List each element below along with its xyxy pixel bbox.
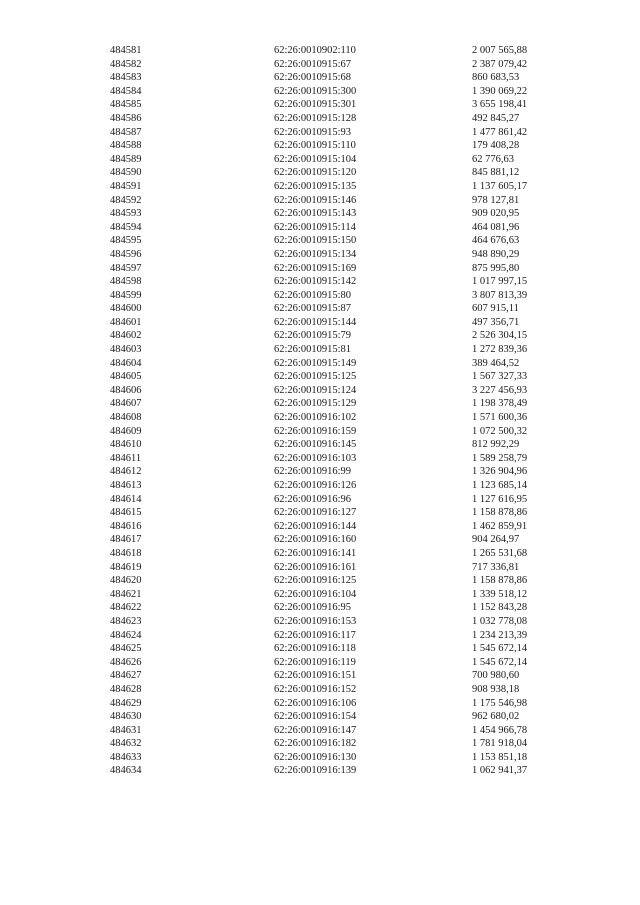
cadastral-number-cell: 62:26:0010916:161 (274, 561, 357, 573)
value-cell: 464 676,63 (472, 235, 520, 247)
cadastral-number-cell: 62:26:0010916:159 (274, 425, 357, 437)
row-number-cell: 484607 (110, 398, 142, 410)
value-cell: 1 462 859,91 (472, 520, 528, 532)
cadastral-number-cell: 62:26:0010902:110 (274, 45, 356, 56)
table-row (0, 221, 640, 235)
table-row (0, 126, 640, 140)
table-row (0, 194, 640, 208)
value-cell: 1 339 518,12 (472, 588, 528, 600)
table-row (0, 58, 640, 72)
value-cell: 2 007 565,88 (472, 45, 528, 56)
cadastral-number-cell: 62:26:0010916:153 (274, 615, 357, 627)
cadastral-number-cell: 62:26:0010915:129 (274, 398, 357, 410)
row-number-cell: 484599 (110, 289, 142, 301)
table-row (0, 166, 640, 180)
value-cell: 2 526 304,15 (472, 330, 528, 342)
row-number-cell: 484590 (110, 167, 142, 179)
table-row (0, 425, 640, 439)
cadastral-number-cell: 62:26:0010915:300 (274, 85, 357, 97)
value-cell: 1 158 878,86 (472, 575, 528, 587)
value-cell: 1 127 616,95 (472, 493, 528, 505)
cadastral-number-cell: 62:26:0010915:134 (274, 248, 357, 260)
value-cell: 1 589 258,79 (472, 452, 528, 464)
value-cell: 1 072 500,32 (472, 425, 528, 437)
cadastral-number-cell: 62:26:0010916:130 (274, 751, 357, 763)
row-number-cell: 484614 (110, 493, 142, 505)
cadastral-number-cell: 62:26:0010915:104 (274, 153, 357, 165)
table-row (0, 343, 640, 357)
value-cell: 860 683,53 (472, 72, 520, 84)
value-cell: 497 356,71 (472, 316, 520, 328)
cadastral-number-cell: 62:26:0010916:117 (274, 629, 356, 641)
cadastral-number-cell: 62:26:0010916:145 (274, 439, 357, 451)
value-cell: 1 198 378,49 (472, 398, 528, 410)
cadastral-number-cell: 62:26:0010915:125 (274, 371, 357, 383)
cadastral-number-cell: 62:26:0010915:149 (274, 357, 357, 369)
table-row (0, 139, 640, 153)
table-row (0, 710, 640, 724)
row-number-cell: 484612 (110, 466, 142, 478)
row-number-cell: 484608 (110, 412, 142, 424)
row-number-cell: 484623 (110, 615, 142, 627)
table-row (0, 561, 640, 575)
table-row (0, 452, 640, 466)
table-row (0, 262, 640, 276)
row-number-cell: 484581 (110, 45, 142, 56)
value-cell: 904 264,97 (472, 534, 520, 546)
cadastral-number-cell: 62:26:0010916:104 (274, 588, 357, 600)
cadastral-number-cell: 62:26:0010915:144 (274, 316, 357, 328)
cadastral-number-cell: 62:26:0010916:125 (274, 575, 357, 587)
value-cell: 3 655 198,41 (472, 99, 528, 111)
cadastral-number-cell: 62:26:0010916:126 (274, 480, 357, 491)
value-cell: 1 152 843,28 (472, 602, 528, 614)
cadastral-number-cell: 62:26:0010915:87 (274, 303, 352, 315)
table-row (0, 44, 640, 58)
table-row (0, 329, 640, 343)
table-row (0, 656, 640, 670)
row-number-cell: 484593 (110, 208, 142, 220)
row-number-cell: 484613 (110, 480, 142, 491)
cadastral-number-cell: 62:26:0010915:124 (274, 384, 357, 396)
cadastral-number-cell: 62:26:0010916:152 (274, 683, 357, 695)
row-number-cell: 484616 (110, 520, 142, 532)
value-cell: 962 680,02 (472, 711, 520, 723)
value-cell: 62 776,63 (472, 153, 514, 165)
value-cell: 1 265 531,68 (472, 547, 528, 559)
value-cell: 1 477 861,42 (472, 126, 528, 138)
cadastral-number-cell: 62:26:0010915:142 (274, 276, 357, 288)
row-number-cell: 484603 (110, 344, 142, 356)
table-row (0, 697, 640, 711)
value-cell: 3 807 813,39 (472, 289, 528, 301)
table-row (0, 493, 640, 507)
cadastral-number-cell: 62:26:0010915:120 (274, 167, 357, 179)
table-row (0, 629, 640, 643)
value-cell: 875 995,80 (472, 262, 520, 274)
row-number-cell: 484584 (110, 85, 142, 97)
cadastral-number-cell: 62:26:0010916:102 (274, 412, 357, 424)
row-number-cell: 484604 (110, 357, 142, 369)
value-cell: 464 081,96 (472, 221, 520, 233)
cadastral-number-cell: 62:26:0010916:141 (274, 547, 357, 559)
cadastral-number-cell: 62:26:0010915:150 (274, 235, 357, 247)
cadastral-number-cell: 62:26:0010915:67 (274, 58, 352, 70)
row-number-cell: 484617 (110, 534, 142, 546)
table-row (0, 669, 640, 683)
cadastral-number-cell: 62:26:0010915:114 (274, 221, 356, 233)
row-number-cell: 484606 (110, 384, 142, 396)
row-number-cell: 484602 (110, 330, 142, 342)
row-number-cell: 484630 (110, 711, 142, 723)
value-cell: 845 881,12 (472, 167, 520, 179)
cadastral-number-cell: 62:26:0010916:151 (274, 670, 357, 682)
value-cell: 812 992,29 (472, 439, 520, 451)
value-cell: 978 127,81 (472, 194, 520, 206)
table-row (0, 737, 640, 751)
value-cell: 179 408,28 (472, 140, 520, 152)
value-cell: 1 545 672,14 (472, 643, 528, 655)
table-row (0, 384, 640, 398)
table-row (0, 615, 640, 629)
row-number-cell: 484629 (110, 697, 142, 709)
row-number-cell: 484620 (110, 575, 142, 587)
row-number-cell: 484601 (110, 316, 142, 328)
row-number-cell: 484627 (110, 670, 142, 682)
row-number-cell: 484628 (110, 683, 142, 695)
value-cell: 1 137 605,17 (472, 180, 528, 192)
value-cell: 1 567 327,33 (472, 371, 528, 383)
value-cell: 1 062 941,37 (472, 765, 528, 777)
row-number-cell: 484619 (110, 561, 142, 573)
value-cell: 3 227 456,93 (472, 384, 528, 396)
cadastral-number-cell: 62:26:0010916:118 (274, 643, 356, 655)
row-number-cell: 484611 (110, 452, 142, 464)
table-row (0, 751, 640, 765)
row-number-cell: 484595 (110, 235, 142, 247)
table-row (0, 533, 640, 547)
cadastral-number-cell: 62:26:0010916:95 (274, 602, 352, 614)
value-cell: 492 845,27 (472, 112, 520, 124)
row-number-cell: 484587 (110, 126, 142, 138)
row-number-cell: 484634 (110, 765, 142, 777)
table-row (0, 642, 640, 656)
table-row (0, 357, 640, 371)
table-row (0, 438, 640, 452)
cadastral-number-cell: 62:26:0010915:93 (274, 126, 352, 138)
cadastral-number-cell: 62:26:0010915:79 (274, 330, 352, 342)
row-number-cell: 484605 (110, 371, 142, 383)
table-row (0, 506, 640, 520)
value-cell: 2 387 079,42 (472, 58, 528, 70)
row-number-cell: 484610 (110, 439, 142, 451)
cadastral-number-cell: 62:26:0010915:301 (274, 99, 357, 111)
row-number-cell: 484624 (110, 629, 142, 641)
table-row (0, 764, 640, 778)
table-row (0, 275, 640, 289)
value-cell: 1 123 685,14 (472, 480, 528, 491)
cadastral-number-cell: 62:26:0010916:103 (274, 452, 357, 464)
row-number-cell: 484596 (110, 248, 142, 260)
cadastral-number-cell: 62:26:0010916:147 (274, 724, 357, 736)
row-number-cell: 484594 (110, 221, 142, 233)
value-cell: 1 571 600,36 (472, 412, 528, 424)
cadastral-number-cell: 62:26:0010916:119 (274, 656, 356, 668)
cadastral-number-cell: 62:26:0010916:139 (274, 765, 357, 777)
value-cell: 389 464,52 (472, 357, 520, 369)
value-cell: 948 890,29 (472, 248, 520, 260)
row-number-cell: 484582 (110, 58, 142, 70)
table-row (0, 207, 640, 221)
table-row (0, 370, 640, 384)
table-row (0, 98, 640, 112)
table-row (0, 547, 640, 561)
table-row (0, 180, 640, 194)
value-cell: 1 032 778,08 (472, 615, 528, 627)
row-number-cell: 484592 (110, 194, 142, 206)
cadastral-number-cell: 62:26:0010915:169 (274, 262, 357, 274)
value-cell: 1 326 904,96 (472, 466, 528, 478)
value-cell: 1 272 839,36 (472, 344, 528, 356)
table-row (0, 234, 640, 248)
row-number-cell: 484589 (110, 153, 142, 165)
cadastral-number-cell: 62:26:0010916:144 (274, 520, 357, 532)
cadastral-number-cell: 62:26:0010915:146 (274, 194, 357, 206)
value-cell: 607 915,11 (472, 303, 519, 315)
table-row (0, 574, 640, 588)
row-number-cell: 484591 (110, 180, 142, 192)
cadastral-number-cell: 62:26:0010916:160 (274, 534, 357, 546)
cadastral-number-cell: 62:26:0010916:127 (274, 507, 357, 519)
row-number-cell: 484585 (110, 99, 142, 111)
value-cell: 1 153 851,18 (472, 751, 528, 763)
cadastral-number-cell: 62:26:0010916:99 (274, 466, 352, 478)
value-cell: 908 938,18 (472, 683, 520, 695)
table-row (0, 683, 640, 697)
row-number-cell: 484621 (110, 588, 142, 600)
cadastral-number-cell: 62:26:0010915:80 (274, 289, 352, 301)
row-number-cell: 484609 (110, 425, 142, 437)
row-number-cell: 484588 (110, 140, 142, 152)
row-number-cell: 484583 (110, 72, 142, 84)
cadastral-number-cell: 62:26:0010916:182 (274, 738, 357, 750)
row-number-cell: 484633 (110, 751, 142, 763)
value-cell: 1 158 878,86 (472, 507, 528, 519)
table-row (0, 411, 640, 425)
table-row (0, 520, 640, 534)
cadastral-number-cell: 62:26:0010916:96 (274, 493, 352, 505)
value-cell: 1 175 546,98 (472, 697, 528, 709)
cadastral-number-cell: 62:26:0010915:143 (274, 208, 357, 220)
row-number-cell: 484597 (110, 262, 142, 274)
cadastral-number-cell: 62:26:0010916:106 (274, 697, 357, 709)
table-row (0, 601, 640, 615)
value-cell: 1 545 672,14 (472, 656, 528, 668)
row-number-cell: 484598 (110, 276, 142, 288)
table-row (0, 153, 640, 167)
cadastral-number-cell: 62:26:0010915:81 (274, 344, 352, 356)
row-number-cell: 484615 (110, 507, 142, 519)
table-row (0, 588, 640, 602)
table-row (0, 302, 640, 316)
table-row (0, 479, 640, 493)
value-cell: 1 454 966,78 (472, 724, 528, 736)
cadastral-number-cell: 62:26:0010915:68 (274, 72, 352, 84)
table-row (0, 724, 640, 738)
value-cell: 1 234 213,39 (472, 629, 528, 641)
cadastral-number-cell: 62:26:0010915:110 (274, 140, 356, 152)
value-cell: 717 336,81 (472, 561, 520, 573)
value-cell: 1 390 069,22 (472, 85, 528, 97)
table-row (0, 397, 640, 411)
row-number-cell: 484631 (110, 724, 142, 736)
table-row (0, 289, 640, 303)
row-number-cell: 484600 (110, 303, 142, 315)
value-cell: 1 017 997,15 (472, 276, 528, 288)
table-row (0, 85, 640, 99)
row-number-cell: 484632 (110, 738, 142, 750)
row-number-cell: 484625 (110, 643, 142, 655)
cadastral-number-cell: 62:26:0010915:135 (274, 180, 357, 192)
table-row (0, 248, 640, 262)
table-row (0, 465, 640, 479)
value-cell: 700 980,60 (472, 670, 520, 682)
row-number-cell: 484618 (110, 547, 142, 559)
cadastral-number-cell: 62:26:0010916:154 (274, 711, 357, 723)
value-cell: 909 020,95 (472, 208, 520, 220)
row-number-cell: 484626 (110, 656, 142, 668)
table-row (0, 71, 640, 85)
row-number-cell: 484586 (110, 112, 142, 124)
table-row (0, 112, 640, 126)
value-cell: 1 781 918,04 (472, 738, 528, 750)
row-number-cell: 484622 (110, 602, 142, 614)
data-table (0, 44, 640, 778)
table-row (0, 316, 640, 330)
cadastral-number-cell: 62:26:0010915:128 (274, 112, 357, 124)
